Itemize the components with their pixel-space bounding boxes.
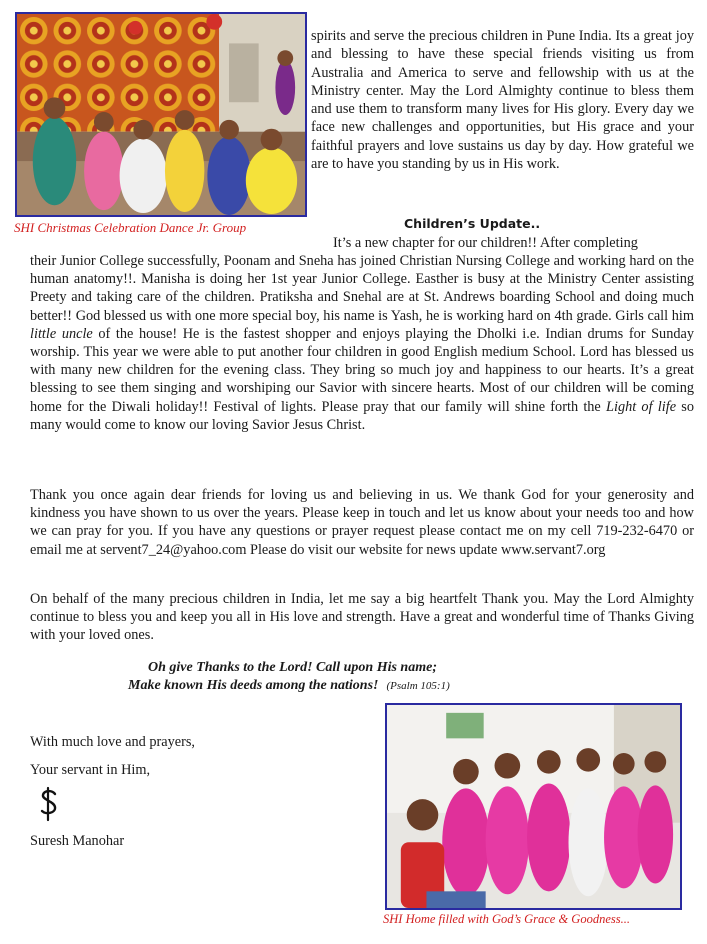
- verse-line-1: Oh give Thanks to the Lord! Call upon His name;: [148, 660, 437, 675]
- shi-home-group-image: [387, 705, 680, 908]
- children-update-paragraph: [30, 252, 694, 434]
- verse-reference: (Psalm 105:1): [386, 680, 450, 692]
- photo-shi-home-group: [385, 703, 682, 910]
- signer-name: Suresh Manohar: [30, 833, 125, 849]
- update-text-part2: of the house! He is the fastest shopper and enjoys playing the Dholki i.e. Indian drums for Sunday worship. This year we were able to put another four children in good English medium School. Lord has blessed us with many new children for the evening class. They bring so much joy and happiness to our hearts. It’s a great blessing to see them singing and worshiping our Savior with sincere hearts. Most of our children will be coming home for the Diwali holiday!! Festival of lights. Please pray that our family will shine forth the: [30, 325, 694, 415]
- emphasis-little-uncle: little uncle: [30, 325, 93, 342]
- closing-line-2: Your servant in Him,: [30, 762, 151, 778]
- thanks-paragraph: Thank you once again dear friends for loving us and believing in us. We thank God for your generosity and kindness you have shown to us over the years. Please keep in touch and let us know about your needs too and how we can pray for you. If you have any questions or prayer request please contact me on my cell 719-232-6470 or email me at servent7_24@yahoo.com Please do visit our website for news update www.servant7.org: [30, 487, 694, 558]
- intro-paragraph: spirits and serve the precious children in Pune India. Its a great joy and blessing to have these special friends visiting us from Australia and America to serve and fellowship with us at the Ministry center. May the Lord Almighty continue to bless them and use them to transform many lives for His glory. Every day we face new challenges and opportunities, but His grace and your faithful prayers and love sustains us day by day. How grateful we are to have you standing by us in His work.: [311, 28, 694, 173]
- closing-line-1: With much love and prayers,: [30, 734, 195, 750]
- behalf-paragraph: On behalf of the many precious children in India, let me say a big heartfelt Thank you. May the Lord Almighty continue to bless you and keep you all in His love and strength. Have a great and wonderful time of Thanks Giving with your loved ones.: [30, 591, 694, 644]
- update-text-part1: their Junior College successfully, Poonam and Sneha has joined Christian Nursing College and working hard on the human anatomy!!. Manisha is doing her 1st year Junior College. Easther is busy at the Ministry Center assisting Preety and taking care of the children. Pratiksha and Snehal are at St. Andrews boarding School and doing much better!! God blessed us with one more special boy, his name is Yash, he is working hard on 4th grade. Girls call him: [30, 253, 694, 324]
- verse-line-2-text: Make known His deeds among the nations!: [128, 678, 379, 693]
- photo-caption-top: SHI Christmas Celebration Dance Jr. Group: [14, 220, 247, 235]
- signature-icon: [36, 786, 62, 822]
- section-heading-children-update: Children’s Update..: [404, 216, 541, 231]
- verse-line-2: [128, 678, 450, 694]
- photo-christmas-dance: [15, 12, 307, 217]
- emphasis-light-of-life: Light of life: [606, 398, 677, 415]
- christmas-dance-image: [17, 14, 305, 215]
- photo-caption-bottom: SHI Home filled with God’s Grace & Goodness...: [383, 912, 630, 926]
- update-text-part3: so many would come to know our loving Savior Jesus Christ.: [30, 398, 694, 433]
- children-update-first-line: It’s a new chapter for our children!! After completing: [333, 235, 638, 251]
